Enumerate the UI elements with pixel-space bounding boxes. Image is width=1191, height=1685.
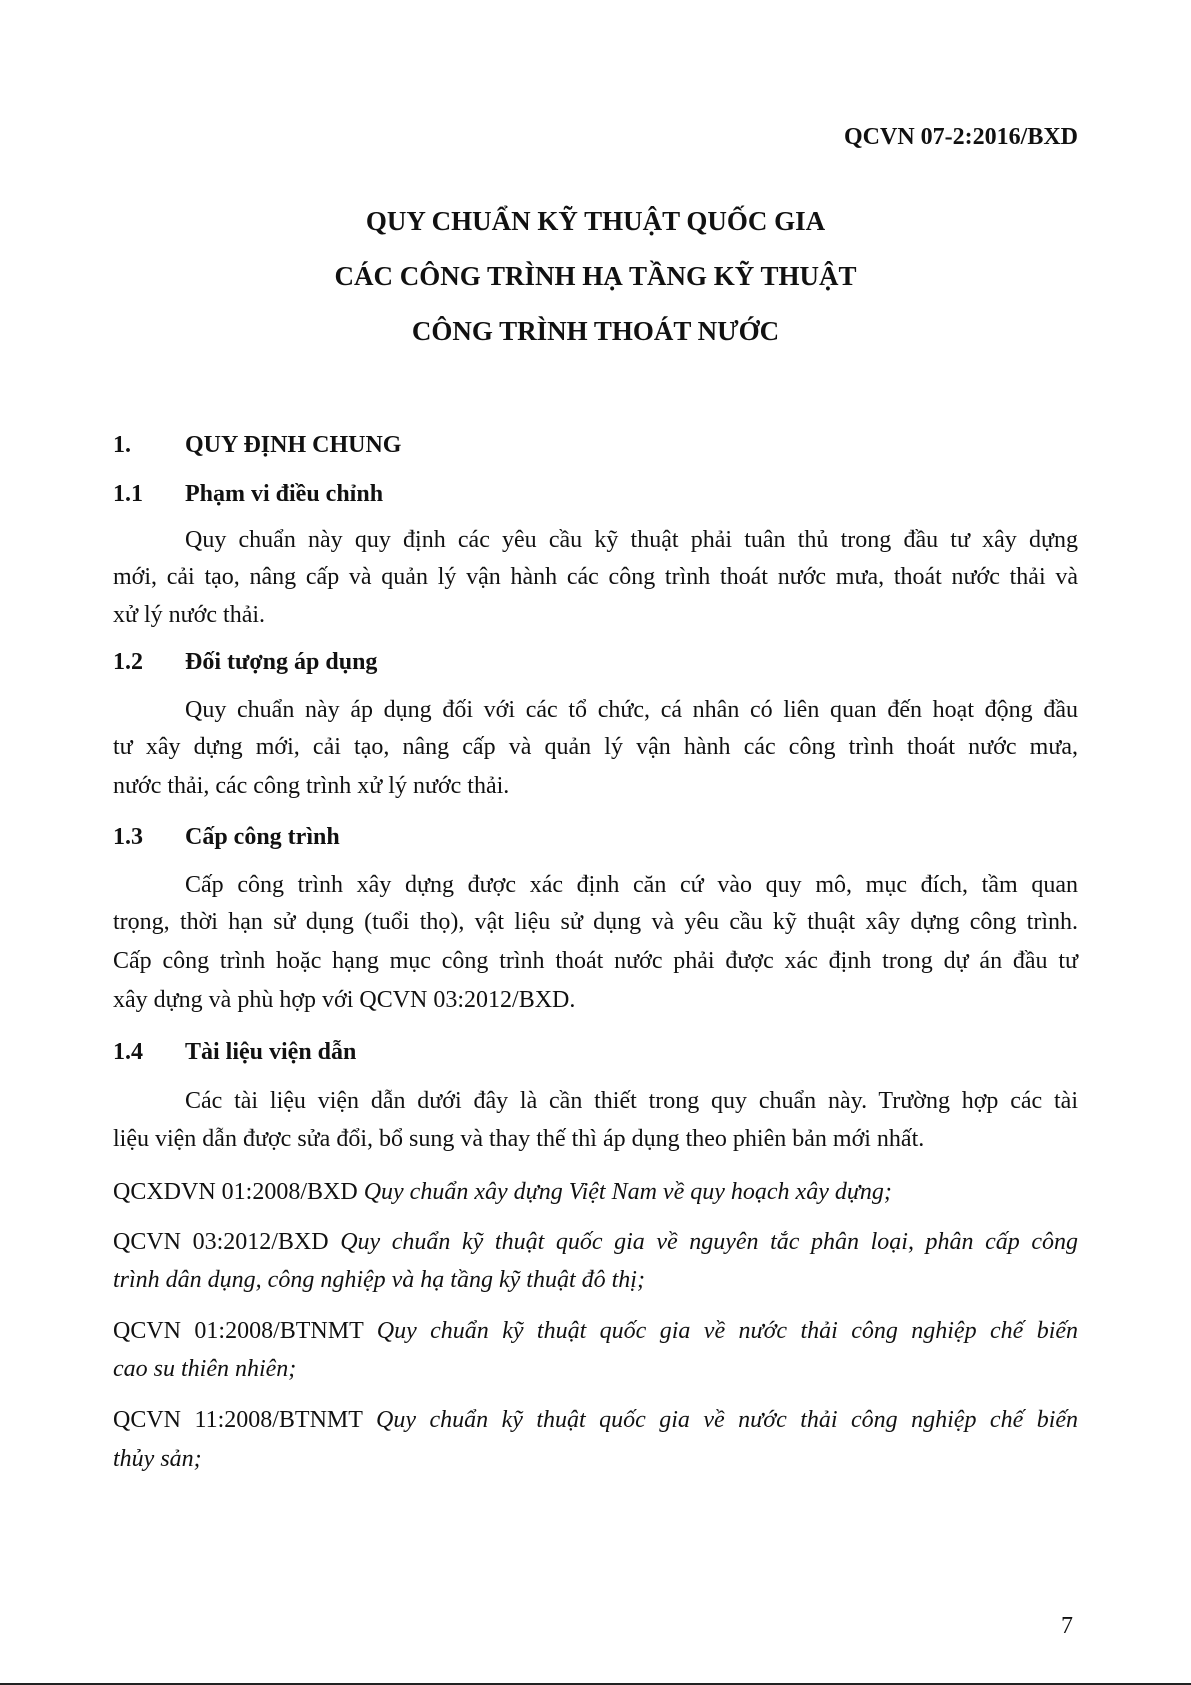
title-line-1: QUY CHUẨN KỸ THUẬT QUỐC GIA: [365, 206, 826, 236]
section-number: 1.: [113, 432, 131, 458]
section-title: QUY ĐỊNH CHUNG: [185, 432, 402, 458]
paragraph-line: mới, cải tạo, nâng cấp và quản lý vận hành các công trình thoát nước mưa, thoát nước thải và: [113, 564, 1078, 590]
section-number: 1.1: [113, 481, 143, 507]
reference-code: QCVN 03:2012/BXD: [113, 1229, 329, 1255]
paragraph-line: Quy chuẩn này áp dụng đối với các tổ chức, cá nhân có liên quan đến hoạt động đầu: [185, 697, 1078, 723]
section-1-2-heading: [113, 647, 1078, 677]
section-title: Đối tượng áp dụng: [185, 649, 378, 675]
reference-code: QCXDVN 01:2008/BXD: [113, 1179, 358, 1205]
reference-item: [113, 1405, 1078, 1435]
paragraph-line: trọng, thời hạn sử dụng (tuổi thọ), vật liệu sử dụng và yêu cầu kỹ thuật xây dựng công trình.: [113, 909, 1078, 935]
reference-title: Quy chuẩn xây dựng Việt Nam về quy hoạch xây dựng;: [363, 1179, 892, 1205]
section-number: 1.4: [113, 1039, 143, 1065]
reference-title: Quy chuẩn kỹ thuật quốc gia về nước thải công nghiệp chế biến: [376, 1318, 1079, 1344]
section-title: Phạm vi điều chỉnh: [185, 481, 384, 507]
reference-item: [113, 1177, 1078, 1207]
paragraph-line: xử lý nước thải.: [113, 602, 266, 628]
reference-title-continued: thủy sản;: [113, 1446, 202, 1472]
section-1-4-heading: [113, 1037, 1078, 1067]
reference-title-continued: cao su thiên nhiên;: [113, 1356, 297, 1382]
reference-title: Quy chuẩn kỹ thuật quốc gia về nguyên tắc phân loại, phân cấp công: [340, 1229, 1079, 1255]
paragraph-line: Các tài liệu viện dẫn dưới đây là cần thiết trong quy chuẩn này. Trường hợp các tài: [185, 1088, 1078, 1114]
paragraph-line: Quy chuẩn này quy định các yêu cầu kỹ thuật phải tuân thủ trong đầu tư xây dựng: [185, 527, 1078, 553]
page-number: 7: [1061, 1613, 1073, 1639]
paragraph-line: tư xây dựng mới, cải tạo, nâng cấp và quản lý vận hành các công trình thoát nước mưa,: [113, 734, 1078, 760]
section-1-heading: [113, 430, 1078, 460]
section-1-3-heading: [113, 822, 1078, 852]
reference-item: [113, 1316, 1078, 1346]
reference-title-continued: trình dân dụng, công nghiệp và hạ tầng kỹ thuật đô thị;: [113, 1267, 645, 1293]
title-line-2: CÁC CÔNG TRÌNH HẠ TẦNG KỸ THUẬT: [334, 261, 857, 291]
paragraph-line: Cấp công trình hoặc hạng mục công trình thoát nước phải được xác định trong dự án đầu tư: [113, 948, 1078, 974]
reference-code: QCVN 11:2008/BTNMT: [113, 1407, 363, 1433]
paragraph-line: xây dựng và phù hợp với QCVN 03:2012/BXD.: [113, 987, 576, 1013]
section-1-1-heading: [113, 479, 1078, 509]
section-number: 1.3: [113, 824, 143, 850]
reference-title: Quy chuẩn kỹ thuật quốc gia về nước thải công nghiệp chế biến: [375, 1407, 1079, 1433]
section-title: Tài liệu viện dẫn: [185, 1039, 357, 1065]
reference-item: [113, 1227, 1078, 1257]
reference-code: QCVN 01:2008/BTNMT: [113, 1318, 364, 1344]
document-code-header: QCVN 07-2:2016/BXD: [844, 124, 1078, 150]
paragraph-line: liệu viện dẫn được sửa đổi, bổ sung và thay thế thì áp dụng theo phiên bản mới nhất.: [113, 1126, 925, 1152]
section-title: Cấp công trình: [185, 824, 340, 850]
paragraph-line: Cấp công trình xây dựng được xác định căn cứ vào quy mô, mục đích, tầm quan: [185, 872, 1078, 898]
section-number: 1.2: [113, 649, 143, 675]
title-line-3: CÔNG TRÌNH THOÁT NƯỚC: [411, 316, 780, 346]
paragraph-line: nước thải, các công trình xử lý nước thải.: [113, 773, 510, 799]
